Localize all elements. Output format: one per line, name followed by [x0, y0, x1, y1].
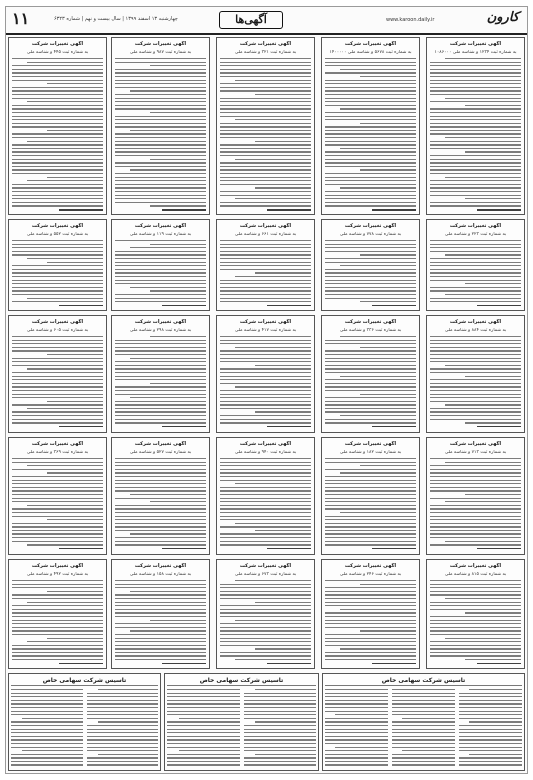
- section-logo: آگهی‌ها: [219, 11, 283, 29]
- footer-text-column: [11, 689, 83, 768]
- newspaper-page: [5, 6, 528, 774]
- notice-body-text: [325, 58, 416, 211]
- notice-box: [321, 437, 420, 555]
- notice-body-text: [115, 240, 206, 306]
- notice-box: [8, 219, 107, 311]
- notice-registration: به شماره ثبت ۴۱۷ و شناسه ملی: [234, 328, 297, 333]
- issue-info: چهارشنبه ۱۳ اسفند ۱۳۹۹ | سال بیست و نهم | شماره ۶۳۲۳: [54, 16, 178, 22]
- notice-body-text: [12, 458, 103, 549]
- notice-title: آگهی تغییرات شرکت: [134, 223, 187, 229]
- notice-title: آگهی تغییرات شرکت: [31, 441, 84, 447]
- footer-text-column: [87, 689, 159, 768]
- notice-box: [111, 559, 210, 669]
- notice-title: آگهی تغییرات شرکت: [31, 319, 84, 325]
- notice-title: آگهی تغییرات شرکت: [134, 441, 187, 447]
- footer-text-column: [459, 689, 522, 768]
- notice-box: [216, 219, 315, 311]
- notice-title: آگهی تغییرات شرکت: [31, 563, 84, 569]
- notice-body-text: [325, 580, 416, 664]
- notice-body-text: [12, 58, 103, 211]
- page-header: [6, 7, 527, 35]
- notice-box: [321, 37, 420, 215]
- notice-body-text: [325, 336, 416, 427]
- website-link[interactable]: www.karoon.daily.ir: [386, 17, 435, 23]
- notice-body-text: [430, 58, 521, 211]
- notice-registration: به شماره ثبت ۸۸۴ و شناسه ملی: [444, 328, 507, 333]
- notice-body-text: [325, 458, 416, 549]
- notice-box: [426, 437, 525, 555]
- notice-body-text: [220, 336, 311, 427]
- notice-registration: به شماره ثبت ۵۲۷ و شناسه ملی: [129, 450, 192, 455]
- notice-title: آگهی تغییرات شرکت: [344, 563, 397, 569]
- notice-body-text: [220, 580, 311, 664]
- footer-notice-box: [164, 673, 319, 771]
- notice-box: [216, 559, 315, 669]
- notice-box: [426, 37, 525, 215]
- notice-box: [426, 219, 525, 311]
- notice-box: [426, 315, 525, 433]
- notice-registration: به شماره ثبت ۸۱۵ و شناسه ملی: [444, 572, 507, 577]
- notice-box: [8, 437, 107, 555]
- notice-box: [111, 315, 210, 433]
- notice-registration: به شماره ثبت ۴۴۵ و شناسه ملی: [26, 50, 89, 55]
- notice-box: [321, 315, 420, 433]
- footer-notice-box: [322, 673, 525, 771]
- notice-registration: به شماره ثبت ۵۵۲ و شناسه ملی: [26, 232, 89, 237]
- notice-registration: به شماره ثبت ۳۲۱ و شناسه ملی: [234, 50, 297, 55]
- notice-box: [8, 559, 107, 669]
- notice-registration: به شماره ثبت ۴۹۲ و شناسه ملی: [26, 572, 89, 577]
- notice-body-text: [115, 458, 206, 549]
- footer-notice-box: [8, 673, 161, 771]
- notice-body-text: [115, 336, 206, 427]
- footer-text-column: [325, 689, 388, 768]
- notice-body-text: [430, 580, 521, 664]
- notice-title: آگهی تغییرات شرکت: [31, 41, 84, 47]
- notice-registration: به شماره ثبت ۱۲۳۴ و شناسه ملی ۱۰۸۶۰۰۰: [434, 50, 517, 55]
- notice-box: [216, 37, 315, 215]
- notice-box: [426, 559, 525, 669]
- notice-body-text: [325, 240, 416, 306]
- notice-box: [321, 559, 420, 669]
- notice-body-text: [115, 58, 206, 211]
- notice-body-text: [220, 240, 311, 306]
- notice-body-text: [12, 240, 103, 306]
- footer-notice-title: تاسیس شرکت سهامی خاص: [11, 676, 158, 686]
- page-number: ۱۱: [12, 9, 30, 28]
- notice-registration: به شماره ثبت ۹۸۷ و شناسه ملی: [129, 50, 192, 55]
- notice-registration: به شماره ثبت ۶۷۳ و شناسه ملی: [234, 572, 297, 577]
- notice-registration: به شماره ثبت ۷۷۸ و شناسه ملی: [339, 232, 402, 237]
- notice-box: [111, 219, 210, 311]
- notice-title: آگهی تغییرات شرکت: [134, 319, 187, 325]
- notice-registration: به شماره ثبت ۲۴۶ و شناسه ملی: [339, 572, 402, 577]
- notice-body-text: [220, 58, 311, 211]
- notice-registration: به شماره ثبت ۷۱۳ و شناسه ملی: [444, 450, 507, 455]
- notice-registration: به شماره ثبت ۵۶۷۸ و شناسه ملی ۱۴۰۰۰۰۰: [329, 50, 412, 55]
- notice-registration: به شماره ثبت ۶۶۱ و شناسه ملی: [234, 232, 297, 237]
- notice-title: آگهی تغییرات شرکت: [449, 223, 502, 229]
- notice-title: آگهی تغییرات شرکت: [31, 223, 84, 229]
- notice-registration: به شماره ثبت ۳۶۹ و شناسه ملی: [26, 450, 89, 455]
- notice-title: آگهی تغییرات شرکت: [134, 563, 187, 569]
- notice-box: [8, 315, 107, 433]
- notice-title: آگهی تغییرات شرکت: [449, 563, 502, 569]
- notice-registration: به شماره ثبت ۱۵۸ و شناسه ملی: [129, 572, 192, 577]
- notice-box: [111, 437, 210, 555]
- newspaper-brand: کارون: [486, 10, 519, 25]
- notice-box: [216, 437, 315, 555]
- notice-title: آگهی تغییرات شرکت: [449, 441, 502, 447]
- notice-box: [8, 37, 107, 215]
- notice-title: آگهی تغییرات شرکت: [344, 319, 397, 325]
- footer-notice-title: تاسیس شرکت سهامی خاص: [167, 676, 316, 686]
- notice-title: آگهی تغییرات شرکت: [239, 441, 292, 447]
- notice-registration: به شماره ثبت ۳۳۶ و شناسه ملی: [339, 328, 402, 333]
- notice-title: آگهی تغییرات شرکت: [449, 41, 502, 47]
- notice-body-text: [115, 580, 206, 664]
- notice-title: آگهی تغییرات شرکت: [239, 563, 292, 569]
- notice-registration: به شماره ثبت ۱۸۲ و شناسه ملی: [339, 450, 402, 455]
- footer-notice-title: تاسیس شرکت سهامی خاص: [325, 676, 522, 686]
- notice-registration: به شماره ثبت ۲۲۳ و شناسه ملی: [444, 232, 507, 237]
- notice-registration: به شماره ثبت ۶۰۵ و شناسه ملی: [26, 328, 89, 333]
- notice-body-text: [430, 336, 521, 427]
- notice-box: [321, 219, 420, 311]
- notice-title: آگهی تغییرات شرکت: [239, 223, 292, 229]
- notice-registration: به شماره ثبت ۲۹۸ و شناسه ملی: [129, 328, 192, 333]
- footer-text-column: [244, 689, 317, 768]
- footer-text-column: [392, 689, 455, 768]
- notice-title: آگهی تغییرات شرکت: [344, 223, 397, 229]
- notice-body-text: [12, 580, 103, 664]
- notice-title: آگهی تغییرات شرکت: [449, 319, 502, 325]
- notice-body-text: [12, 336, 103, 427]
- notice-box: [216, 315, 315, 433]
- notice-body-text: [430, 240, 521, 306]
- notice-title: آگهی تغییرات شرکت: [239, 319, 292, 325]
- notice-registration: به شماره ثبت ۹۴۰ و شناسه ملی: [234, 450, 297, 455]
- footer-text-column: [167, 689, 240, 768]
- notice-title: آگهی تغییرات شرکت: [344, 41, 397, 47]
- notice-box: [111, 37, 210, 215]
- notice-title: آگهی تغییرات شرکت: [239, 41, 292, 47]
- notice-title: آگهی تغییرات شرکت: [134, 41, 187, 47]
- notice-body-text: [430, 458, 521, 549]
- notice-title: آگهی تغییرات شرکت: [344, 441, 397, 447]
- notice-body-text: [220, 458, 311, 549]
- notice-registration: به شماره ثبت ۱۱۹ و شناسه ملی: [129, 232, 192, 237]
